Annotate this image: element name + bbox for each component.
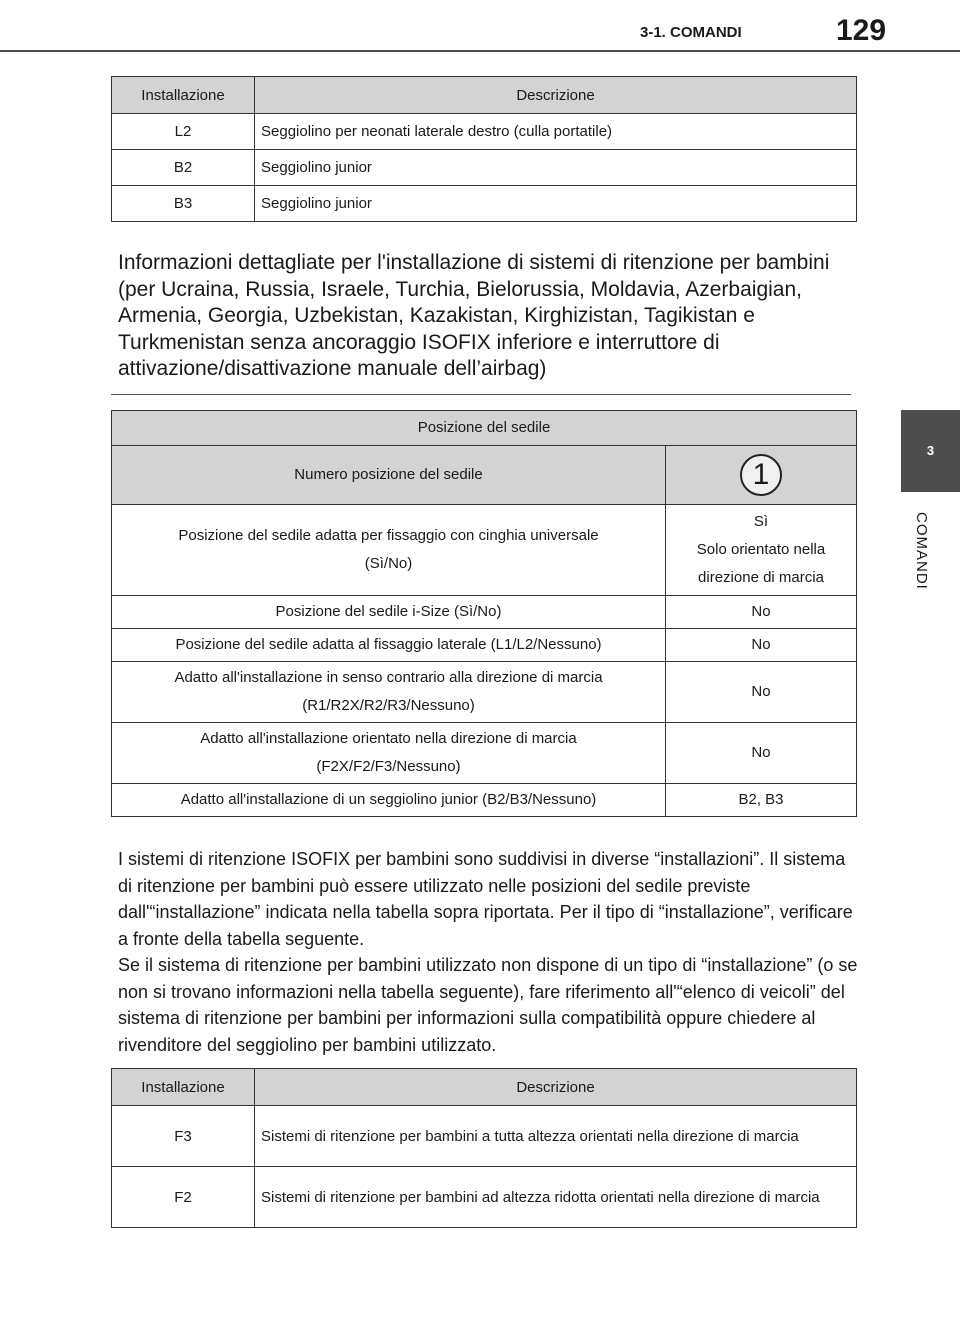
row-value-line: Sì [753,513,769,530]
row-value-line: Solo orientato nella [696,541,826,558]
table-row [112,723,857,784]
row-value: B2, B3 [666,784,857,817]
cell-descrizione: Sistemi di ritenzione per bambini a tutta altezza orientati nella direzione di marcia [255,1106,857,1167]
row-value [666,505,857,596]
row-value: No [666,596,857,629]
row-label-line: (Sì/No) [364,555,413,572]
table-row [112,505,857,596]
cell-descrizione: Seggiolino per neonati laterale destro (culla portatile) [255,114,857,150]
installation-table-2 [111,1068,857,1228]
table-row [112,1167,857,1228]
row-label-line: (F2X/F2/F3/Nessuno) [316,758,461,775]
chapter-label: COMANDI [913,512,930,590]
cell-descrizione: Sistemi di ritenzione per bambini ad altezza ridotta orientati nella direzione di marcia [255,1167,857,1228]
row-label-line: Posizione del sedile adatta per fissaggio con cinghia universale [178,527,599,544]
cell-installazione: F2 [112,1167,255,1228]
column-header-installazione: Installazione [112,1069,255,1106]
seat-position-title: Posizione del sedile [112,411,857,446]
body-text [118,846,858,1058]
table-row [112,662,857,723]
cell-descrizione: Seggiolino junior [255,186,857,222]
table-row [112,1106,857,1167]
table-row [112,186,857,222]
section-title: 3-1. COMANDI [640,24,742,41]
table-row [112,784,857,817]
note-divider [111,394,851,395]
column-header-descrizione: Descrizione [255,77,857,114]
cell-installazione: L2 [112,114,255,150]
section-heading-note: Informazioni dettagliate per l'installazione di sistemi di ritenzione per bambini (per Ucraina, Russia, Israele, Turchia, Bielorussia, Moldavia, Azerbaigian, Armenia, Georgia, Uzbekistan, Kazakistan, Kirghizistan, Tagikistan e Turkmenistan senza ancoraggio ISOFIX inferiore e interruttore di attivazione/disattivazione manuale dell’airbag) [118,251,830,380]
column-header-descrizione: Descrizione [255,1069,857,1106]
row-label [112,505,666,596]
row-label [112,662,666,723]
cell-installazione: B2 [112,150,255,186]
column-header-installazione: Installazione [112,77,255,114]
installation-table-1 [111,76,857,222]
header-divider [0,50,960,52]
table-row [112,629,857,662]
row-label: Adatto all'installazione di un seggiolino junior (B2/B3/Nessuno) [112,784,666,817]
row-label: Posizione del sedile adatta al fissaggio laterale (L1/L2/Nessuno) [112,629,666,662]
seat-number-1-icon: 1 [740,454,782,496]
body-paragraph-2: Se il sistema di ritenzione per bambini utilizzato non dispone di un tipo di “installazione” (o se non si trovano informazioni nella tabella seguente), fare riferimento all'“elenco di veicoli” del sistema di ritenzione per bambini per informazioni sulla compatibilità oppure chiedere al rivenditore del seggiolino per bambini utilizzato. [118,955,858,1055]
row-value: No [666,723,857,784]
row-value-line: direzione di marcia [698,569,824,586]
seat-position-table [111,410,857,817]
body-paragraph-1: I sistemi di ritenzione ISOFIX per bambini sono suddivisi in diverse “installazioni”. Il sistema di ritenzione per bambini può essere utilizzato nelle posizioni del sedile previste dall'“installazione” indicata nella tabella sopra riportata. Per il tipo di “installazione”, verificare a fronte della tabella seguente. [118,849,853,949]
page-number: 129 [836,14,887,47]
cell-descrizione: Seggiolino junior [255,150,857,186]
row-value: No [666,629,857,662]
row-label: Posizione del sedile i-Size (Sì/No) [112,596,666,629]
row-label [112,723,666,784]
row-label-line: Adatto all'installazione in senso contrario alla direzione di marcia [174,669,603,686]
seat-number-cell [666,446,857,505]
cell-installazione: F3 [112,1106,255,1167]
table-row [112,596,857,629]
table-row [112,150,857,186]
chapter-tab[interactable]: 3 [901,410,960,492]
row-label-line: (R1/R2X/R2/R3/Nessuno) [302,697,475,714]
seat-number-label: Numero posizione del sedile [112,446,666,505]
table-row [112,114,857,150]
row-label-line: Adatto all'installazione orientato nella direzione di marcia [200,730,577,747]
row-value: No [666,662,857,723]
cell-installazione: B3 [112,186,255,222]
